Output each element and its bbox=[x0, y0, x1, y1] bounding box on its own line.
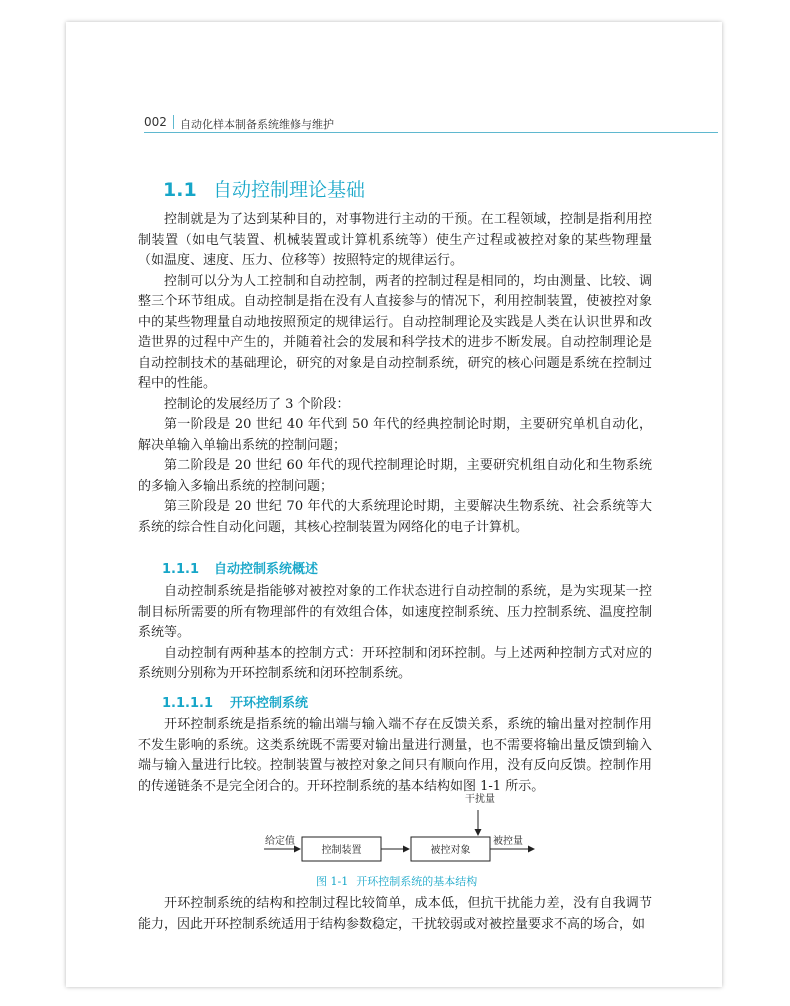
subsection-number: 1.1.1 bbox=[162, 562, 200, 577]
running-title: 自动化样本制备系统维修与维护 bbox=[180, 118, 334, 131]
output-label: 被控量 bbox=[493, 836, 523, 847]
book-page bbox=[66, 22, 722, 987]
controller-label: 控制装置 bbox=[321, 845, 362, 856]
subsubsection-number: 1.1.1.1 bbox=[162, 696, 213, 711]
paragraph: 第二阶段是 20 世纪 60 年代的现代控制理论时期，主要研究机组自动化和生物系统的多输入多输出系统的控制问题； bbox=[138, 458, 652, 494]
subsubsection-heading bbox=[162, 692, 308, 711]
page-header bbox=[144, 115, 718, 133]
input-label: 给定值 bbox=[265, 836, 295, 847]
body-text-block-4 bbox=[138, 894, 652, 935]
disturbance-label: 干扰量 bbox=[465, 794, 495, 805]
section-number: 1.1 bbox=[163, 179, 197, 201]
body-text-block-2 bbox=[138, 582, 652, 685]
section-heading bbox=[163, 175, 365, 202]
figure-caption-text: 开环控制系统的基本结构 bbox=[356, 875, 478, 888]
paragraph: 第三阶段是 20 世纪 70 年代的大系统理论时期，主要解决生物系统、社会系统等大系统的综合性自动化问题，其核心控制装置为网络化的电子计算机。 bbox=[138, 499, 652, 535]
paragraph: 控制论的发展经历了 3 个阶段： bbox=[164, 396, 350, 412]
paragraph: 控制就是为了达到某种目的，对事物进行主动的干预。在工程领域，控制是指利用控制装置（如电气装置、机械装置或计算机系统等）使生产过程或被控对象的某些物理量（如温度、速度、压力、位移等）按照特定的规律运行。 bbox=[138, 212, 652, 268]
section-title: 自动控制理论基础 bbox=[213, 179, 366, 201]
subsection-title: 自动控制系统概述 bbox=[214, 562, 319, 577]
paragraph: 自动控制有两种基本的控制方式：开环控制和闭环控制。与上述两种控制方式对应的系统则分别称为开环控制系统和闭环控制系统。 bbox=[138, 645, 652, 681]
paragraph: 控制可以分为人工控制和自动控制，两者的控制过程是相同的，均由测量、比较、调整三个环节组成。自动控制是指在没有人直接参与的情况下，利用控制装置，使被控对象中的某些物理量自动地按照预定的规律运行。自动控制理论及实践是人类在认识世界和改造世界的过程中产生的，并随着社会的发展和科学技术的进步不断发展。自动控制理论是自动控制技术的基础理论，研究的对象是自动控制系统，研究的核心问题是系统在控制过程中的性能。 bbox=[138, 273, 652, 391]
paragraph: 自动控制系统是指能够对被控对象的工作状态进行自动控制的系统，是为实现某一控制目标所需要的所有物理部件的有效组合体，如速度控制系统、压力控制系统、温度控制系统等。 bbox=[138, 584, 652, 640]
paragraph: 开环控制系统是指系统的输出端与输入端不存在反馈关系，系统的输出量对控制作用不发生影响的系统。这类系统既不需要对输出量进行测量，也不需要将输出量反馈到输入端与输入量进行比较。控制装置与被控对象之间只有顺向作用，没有反向反馈。控制作用的传递链条不是完全闭合的。开环控制系统的基本结构如图 1-1 所示。 bbox=[138, 717, 652, 794]
body-text-block-1 bbox=[138, 210, 652, 538]
subsubsection-title: 开环控制系统 bbox=[230, 696, 309, 711]
paragraph: 开环控制系统的结构和控制过程比较简单，成本低，但抗干扰能力差，没有自我调节能力，因此开环控制系统适用于结构参数稳定，干扰较弱或对被控量要求不高的场合，如 bbox=[138, 896, 652, 932]
figure-caption bbox=[316, 873, 477, 889]
subsection-heading bbox=[162, 558, 318, 577]
paragraph: 第一阶段是 20 世纪 40 年代到 50 年代的经典控制论时期，主要研究单机自动化，解决单输入单输出系统的控制问题； bbox=[138, 417, 652, 453]
page-number: 002 bbox=[144, 115, 174, 129]
open-loop-diagram bbox=[66, 782, 722, 872]
figure-number: 图 1-1 bbox=[316, 875, 349, 888]
plant-label: 被控对象 bbox=[430, 845, 471, 856]
